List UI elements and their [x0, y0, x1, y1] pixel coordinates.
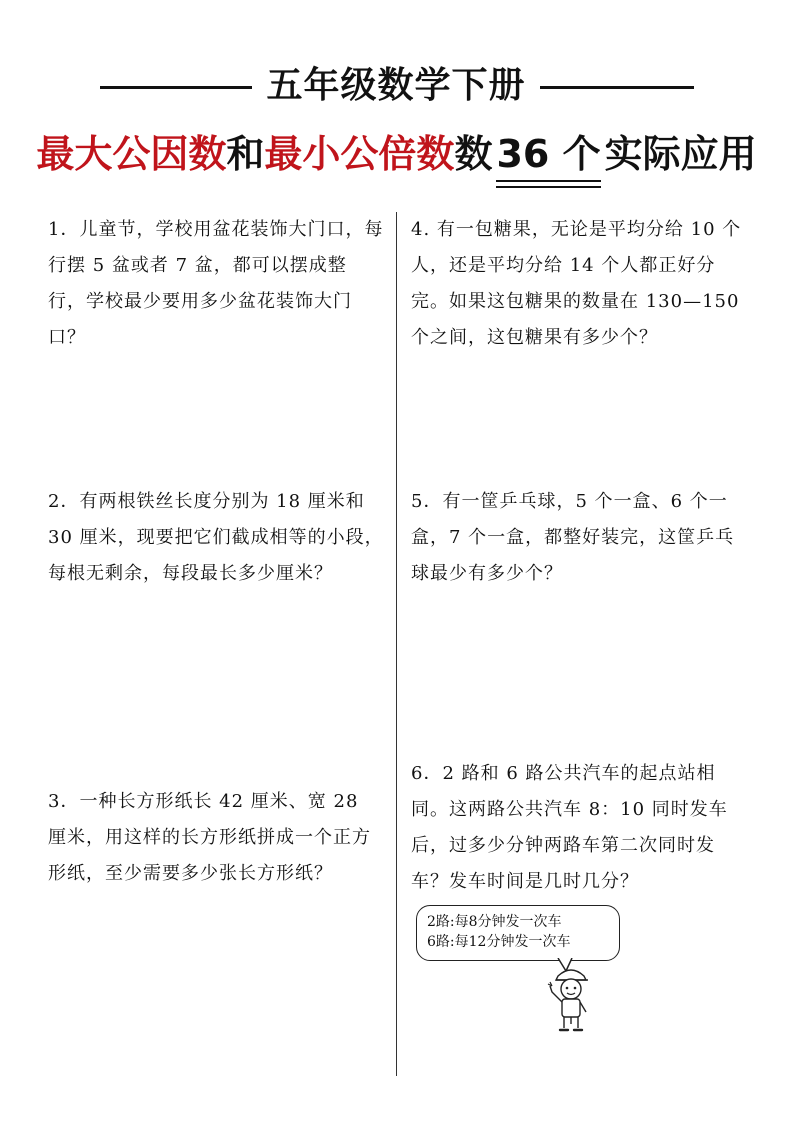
title-part-and: 和 — [226, 132, 265, 176]
title-part-lcm: 最小公倍数 — [264, 132, 455, 176]
problem-6: 6．2 路和 6 路公共汽车的起点站相同。这两路公共汽车 8：10 同时发车后，过多少分钟两路车第二次同时发车？发车时间是几时几分？ — [411, 763, 728, 892]
cartoon-boy-icon — [544, 962, 598, 1036]
bubble-line-1: 2路:每8分钟发一次车 — [427, 914, 562, 930]
bubble-line-2: 6路:每12分钟发一次车 — [427, 934, 571, 950]
title-count — [496, 122, 600, 186]
problem-2: 2．有两根铁丝长度分别为 18 厘米和 30 厘米，现要把它们截成相等的小段，每根无剩余，每段最长多少厘米？ — [48, 491, 384, 584]
speech-bubble — [416, 905, 620, 961]
problem-4: 4. 有一包糖果，无论是平均分给 10 个人，还是平均分给 14 个人都正好分完。如果这包糖果的数量在 130—150 个之间，这包糖果有多少个？ — [411, 219, 742, 348]
title-part-gcd: 最大公因数 — [36, 132, 227, 176]
header-rule-left — [100, 86, 252, 89]
page-title — [0, 122, 793, 186]
grade-heading: 五年级数学下册 — [266, 65, 526, 106]
title-part-application: 实际应用 — [604, 132, 757, 176]
problem-3: 3．一种长方形纸长 42 厘米、宽 28 厘米，用这样的长方形纸拼成一个正方形纸，至少需要多少张长方形纸？ — [48, 791, 371, 884]
title-underline — [496, 186, 600, 188]
title-count-text: 36 个 — [496, 132, 601, 176]
title-underline — [496, 180, 600, 182]
header-rule-right — [540, 86, 694, 89]
problem-1: 1．儿童节，学校用盆花装饰大门口，每行摆 5 盆或者 7 盆，都可以摆成整行，学校最少要用多少盆花装饰大门口？ — [48, 219, 384, 348]
title-part-number: 数 — [454, 132, 493, 176]
column-divider — [396, 212, 397, 1076]
problem-5: 5．有一筐乒乓球，5 个一盒、6 个一盒，7 个一盒，都整好装完，这筐乒乓球最少有多少个？ — [411, 491, 735, 584]
